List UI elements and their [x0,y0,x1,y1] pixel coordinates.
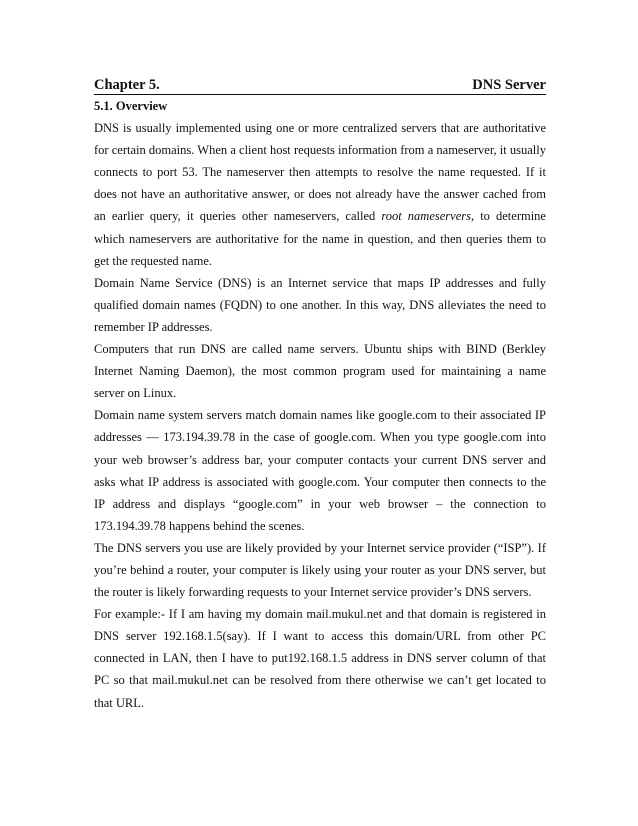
section-heading: 5.1. Overview [94,99,168,113]
chapter-title: DNS Server [472,77,546,93]
chapter-number: Chapter 5. [94,77,160,93]
paragraph-name-servers: Computers that run DNS are called name servers. Ubuntu ships with BIND (Berkley Internet Naming Daemon), the most common program used for maintaining a name server on Linux. [94,342,546,401]
emphasized-term: root nameservers, [381,209,475,224]
chapter-header [94,76,546,95]
paragraph-domain-matching: Domain name system servers match domain names like google.com to their associated IP addresses — 173.194.39.78 in the case of google.com. When you type google.com into your web browser’s address bar, your computer contacts your current DNS server and asks what IP address is associated with google.com. Your computer then connects to the IP address and displays “google.com” in your web browser – the connection to 173.194.39.78 happens behind the scenes. [94,408,546,533]
paragraph-text: DNS is usually implemented using one or more centralized servers that are authoritative for certain domains. When a client host requests information from a nameserver, it usually connects to port 53. The nameserver then attempts to resolve the name requested. If it does not have an authoritative answer, or does not already have the answer cached from an earlier query, it queries other nameservers, called [94,121,546,224]
paragraph-text: to determine which nameservers are authoritative for the name in question, and then queries them to get the requested name. [94,209,546,268]
document-body [94,95,546,714]
paragraph-example: For example:- If I am having my domain mail.mukul.net and that domain is registered in DNS server 192.168.1.5(say). If I want to access this domain/URL from other PC connected in LAN, then I have to put192.168.1.5 address in DNS server column of that PC so that mail.mukul.net can be resolved from there otherwise we can’t get located to that URL. [94,607,546,710]
paragraph-dns-overview [94,117,546,272]
paragraph-dns-service: Domain Name Service (DNS) is an Internet service that maps IP addresses and fully qualified domain names (FQDN) to one another. In this way, DNS alleviates the need to remember IP addresses. [94,275,546,334]
paragraph-isp-dns: The DNS servers you use are likely provided by your Internet service provider (“ISP”). If you’re behind a router, your computer is likely using your router as your DNS server, but the router is likely forwarding requests to your Internet service provider’s DNS servers. [94,540,546,600]
